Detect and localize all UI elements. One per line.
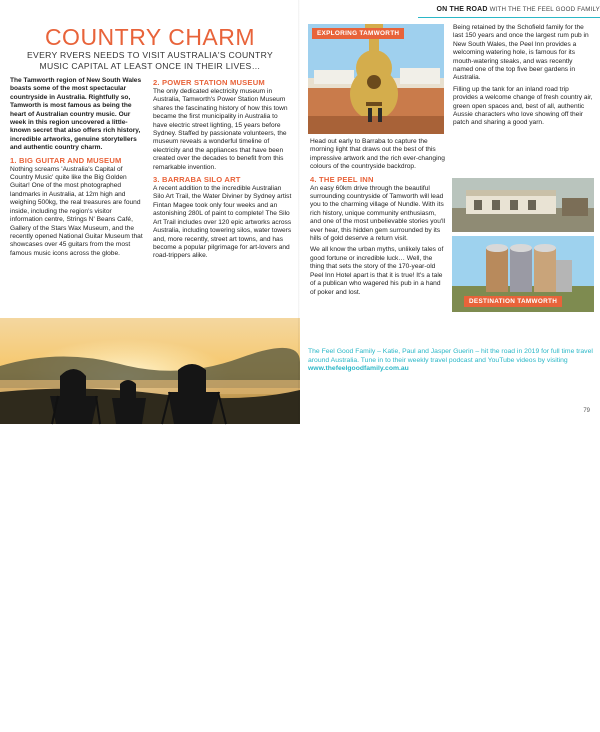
section-body-peel-inn: An easy 60km drive through the beautiful surrounding countryside of Tamworth will lead you to the charming village of Nundle. With its rich history, unique community enthusiasm, and one of the most unbelievable stories you'll ever hear, this hidden gem surrounded by its hills of gold deserve a return visit. — [310, 184, 446, 243]
author-blurb — [308, 348, 594, 374]
badge-destination: DESTINATION TAMWORTH — [464, 296, 562, 307]
road-trip-paragraph: Filling up the tank for an inland road trip provides a welcome change of fresh country air, green open spaces and, best of all, authentic Aussie characters who love showing off their patch and sharing a good yarn. — [453, 85, 593, 127]
header-rule — [418, 17, 600, 18]
left-column-1 — [10, 77, 146, 261]
author-blurb-text: The Feel Good Family – Katie, Paul and Jasper Guerin – hit the road in 2019 for full time travel around Australia. Tune in to their weekly travel podcast and YouTube videos by visiting — [308, 348, 593, 364]
left-column-2 — [153, 75, 293, 264]
big-golden-guitar-photo — [308, 24, 444, 134]
right-column-1 — [310, 138, 446, 300]
running-header — [300, 6, 600, 13]
article-subtitle: EVERY RVERS NEEDS TO VISIT AUSTRALIA'S COUNTRY MUSIC CAPITAL AT LEAST ONCE IN THEIR LIVES… — [27, 50, 273, 71]
right-page — [300, 0, 600, 424]
nundle-illustration — [452, 178, 594, 232]
section-body-big-guitar: Nothing screams 'Australia's Capital of Country Music' quite like the Big Golden Guitar! One of the most photographed landmarks in Australia, at 12m high and weighing 500kg, the real treasures are found inside, including the region's visitor information centre, Strings N' Beans Café, Gallery of the Stars Wax Museum, and the recently opened National Guitar Museum that showcases over 45 guitars from the most famous music icons across the globe. — [10, 165, 143, 257]
page-number-left: 78 — [10, 726, 17, 732]
barraba-silo-art-photo — [452, 236, 594, 312]
section-byline: WITH THE THE FEEL GOOD FAMILY — [489, 6, 600, 13]
peel-inn-story: We all know the urban myths, unlikely tales of good fortune or incredible luck… Well, the thing that sets the story of the 170-year-old Peel Inn Hotel apart is that it is true! It's a tale of a publican who wagered his pub in a hand of poker and lost. — [310, 246, 444, 296]
page-number-right: 79 — [583, 408, 590, 414]
section-heading-silo-art: 3. BARRABA SILO ART — [153, 175, 241, 185]
right-column-2 — [453, 24, 594, 131]
nundle-village-photo — [452, 178, 594, 232]
website-link[interactable]: www.thefeelgoodfamily.com.au — [308, 365, 409, 373]
sunset-campfire-illustration — [0, 318, 300, 424]
intro-paragraph: The Tamworth region of New South Wales boasts some of the most spectacular countryside in Australia. Rightfully so, Tamworth is most famous as being the heart of Australian country music. Our week in this region uncovered a little-known secret that also offers rich history, incredible artworks, genuine storytellers and authentic country charm. — [10, 77, 142, 152]
article-title: COUNTRY CHARM — [44, 24, 256, 50]
sunset-campfire-photo — [0, 318, 300, 732]
section-heading-big-guitar: 1. BIG GUITAR AND MUSEUM — [10, 155, 122, 165]
section-label: ON THE ROAD — [436, 6, 488, 13]
peel-inn-history: Being retained by the Schofield family for the last 150 years and once the largest rum pub in New South Wales, the Peel Inn provides a welcoming watering hole, is famous for its mouth-watering steaks, and was recently named one of the top five beer gardens in Australia. — [453, 24, 589, 82]
big-guitar-illustration — [308, 24, 444, 134]
badge-exploring: EXPLORING TAMWORTH — [312, 28, 404, 39]
section-body-power-station: The only dedicated electricity museum in Australia, Tamworth's Power Station Museum shares the fascinating history of how this town became the first municipality in Australia to have electric street lighting, 15 years before Sydney. Staffed by passionate volunteers, the museum reveals a wonderful timeline of electricity and the appliances that have been created over the decades to benefit from this remarkable invention. — [153, 88, 288, 171]
section-heading-power-station: 2. POWER STATION MUSEUM — [153, 78, 265, 87]
silo-art-tip: Head out early to Barraba to capture the morning light that draws out the best of this impressive artwork and the rich ever-changing colours of the countryside backdrop. — [310, 138, 445, 171]
section-body-silo-art: A recent addition to the incredible Australian Silo Art Trail, the Water Diviner by Sydney artist Fintan Magee took only four weeks and an astonishing 280L of paint to complete! The Silo Art Trail includes over 120 epic artworks across Australia, including towering silos, water towers and, more recently, street art towns, and has become a popular pilgrimage for art-lovers and road-trippers alike. — [153, 185, 292, 260]
section-heading-peel-inn: 4. THE PEEL INN — [310, 174, 374, 184]
